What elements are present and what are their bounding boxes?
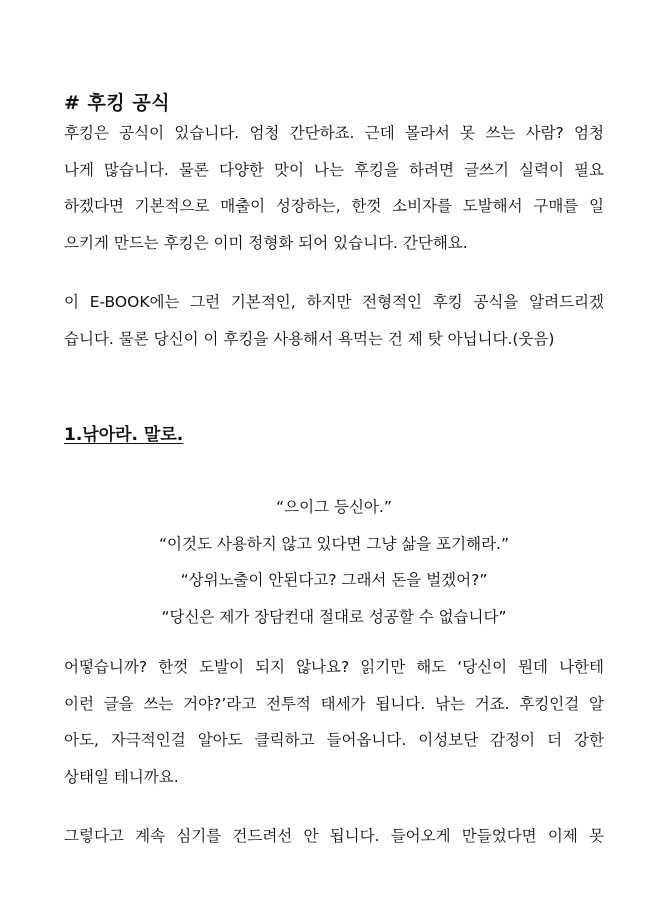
paragraph-line: 습니다. 물론 당신이 이 후킹을 사용해서 욕먹는 건 제 탓 아닙니다.(웃음) bbox=[64, 329, 555, 348]
closing-paragraph bbox=[64, 818, 604, 855]
reaction-paragraph bbox=[64, 649, 604, 795]
page-heading: # 후킹 공식 bbox=[64, 92, 171, 114]
quote-line: “상위노출이 안된다고? 그래서 돈을 벌겠어?” bbox=[180, 571, 488, 589]
quote-block bbox=[64, 489, 604, 635]
ebook-paragraph bbox=[64, 284, 604, 357]
quote-line: “당신은 제가 장담컨대 절대로 성공할 수 없습니다” bbox=[161, 607, 507, 626]
paragraph-line: 아도, 자극적인걸 알아도 클릭하고 들어옵니다. 이성보단 감정이 더 강한 bbox=[64, 731, 604, 749]
paragraph-line: 나게 많습니다. 물론 다양한 맛이 나는 후킹을 하려면 글쓰기 실력이 필요 bbox=[64, 160, 604, 179]
paragraph-line: 하겠다면 기본적으로 매출이 성장하는, 한껏 소비자를 도발해서 구매를 일 bbox=[64, 197, 604, 215]
quote-line: “으이그 등신아.” bbox=[276, 498, 392, 516]
paragraph-line: 그렇다고 계속 심기를 건드려선 안 됩니다. 들어오게 만들었다면 이제 못 bbox=[64, 827, 604, 845]
paragraph-line: 이 E-BOOK에는 그런 기본적인, 하지만 전형적인 후킹 공식을 알려드리겠 bbox=[64, 293, 604, 311]
paragraph-line: 상태일 테니까요. bbox=[64, 767, 179, 786]
paragraph-line: 으키게 만드는 후킹은 이미 정형화 되어 있습니다. 간단해요. bbox=[64, 233, 468, 252]
intro-paragraph bbox=[64, 115, 604, 261]
paragraph-line: 이런 글을 쓰는 거야?’라고 전투적 태세가 됩니다. 낚는 거죠. 후킹인걸 알 bbox=[64, 694, 604, 713]
quote-line: “이것도 사용하지 않고 있다면 그냥 삶을 포기해라.” bbox=[158, 534, 509, 553]
paragraph-line: 어떻습니까? 한껏 도발이 되지 않나요? 읽기만 해도 ‘당신이 뭔데 나한테 bbox=[64, 658, 604, 676]
section-title: 1.낚아라. 말로. bbox=[64, 425, 184, 445]
paragraph-line: 후킹은 공식이 있습니다. 엄청 간단하죠. 근데 몰라서 못 쓰는 사람? 엄청 bbox=[64, 124, 604, 142]
